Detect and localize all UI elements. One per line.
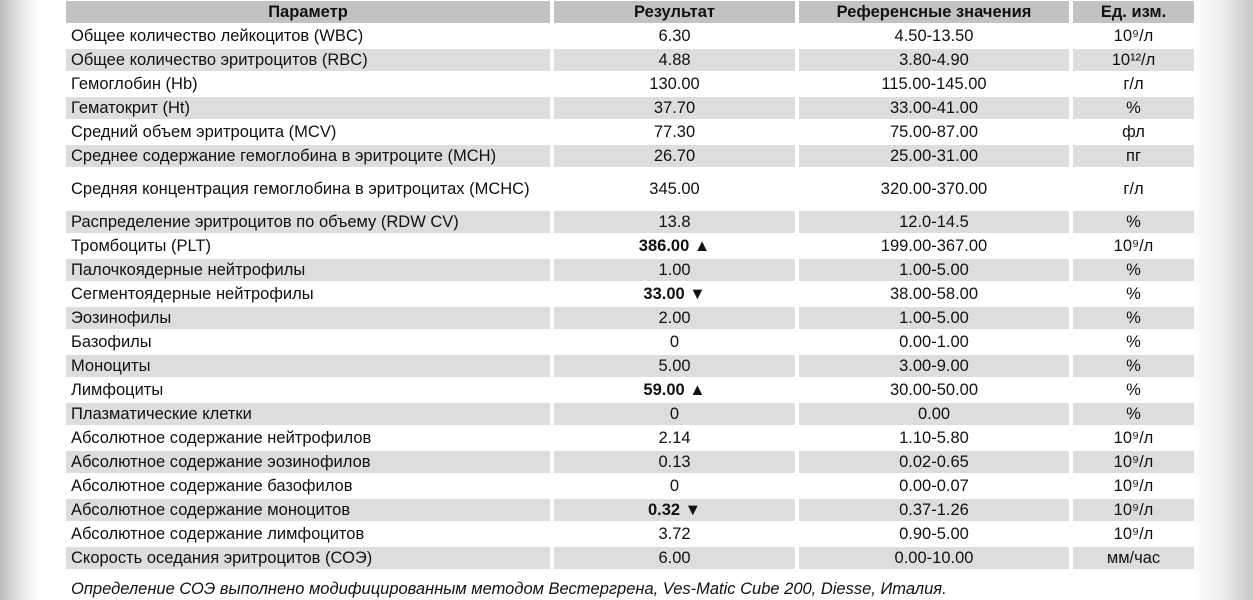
table-row: [66, 97, 1194, 119]
reference-range-cell: 0.90-5.00: [799, 523, 1073, 545]
reference-range-cell: 0.37-1.26: [799, 499, 1073, 521]
reference-range-cell: 320.00-370.00: [799, 169, 1073, 209]
unit-cell: мм/час: [1073, 547, 1194, 569]
reference-range-cell: 115.00-145.00: [799, 73, 1073, 95]
reference-range-cell: 0.00-0.07: [799, 475, 1073, 497]
parameter-name-cell: Среднее содержание гемоглобина в эритроците (MCH): [66, 145, 554, 167]
table-row: [66, 331, 1194, 353]
reference-range-cell: 0.00-1.00: [799, 331, 1073, 353]
result-cell: 6.00: [554, 547, 799, 569]
unit-cell: %: [1073, 259, 1194, 281]
unit-cell: %: [1073, 355, 1194, 377]
reference-range-cell: 4.50-13.50: [799, 25, 1073, 47]
table-row: [66, 235, 1194, 257]
unit-cell: пг: [1073, 145, 1194, 167]
column-header-result: Результат: [554, 1, 799, 23]
parameter-name-cell: Сегментоядерные нейтрофилы: [66, 283, 554, 305]
unit-cell: 10⁹/л: [1073, 427, 1194, 449]
parameter-name-cell: Палочкоядерные нейтрофилы: [66, 259, 554, 281]
unit-cell: г/л: [1073, 169, 1194, 209]
table-row: [66, 283, 1194, 305]
result-cell: 130.00: [554, 73, 799, 95]
page-edge-shadow-left: [0, 0, 38, 600]
result-cell: 33.00 ▼: [554, 283, 799, 305]
reference-range-cell: 12.0-14.5: [799, 211, 1073, 233]
reference-range-cell: 0.00: [799, 403, 1073, 425]
result-cell: 345.00: [554, 169, 799, 209]
reference-range-cell: 1.10-5.80: [799, 427, 1073, 449]
table-body: [66, 25, 1194, 569]
reference-range-cell: 199.00-367.00: [799, 235, 1073, 257]
reference-range-cell: 33.00-41.00: [799, 97, 1073, 119]
result-cell: 2.14: [554, 427, 799, 449]
parameter-name-cell: Абсолютное содержание моноцитов: [66, 499, 554, 521]
table-row: [66, 121, 1194, 143]
reference-range-cell: 0.02-0.65: [799, 451, 1073, 473]
table-row: [66, 499, 1194, 521]
result-cell: 0.13: [554, 451, 799, 473]
result-cell: 59.00 ▲: [554, 379, 799, 401]
parameter-name-cell: Базофилы: [66, 331, 554, 353]
result-cell: 2.00: [554, 307, 799, 329]
reference-range-cell: 3.00-9.00: [799, 355, 1073, 377]
parameter-name-cell: Лимфоциты: [66, 379, 554, 401]
result-cell: 13.8: [554, 211, 799, 233]
unit-cell: %: [1073, 331, 1194, 353]
table-row: [66, 169, 1194, 209]
unit-cell: %: [1073, 283, 1194, 305]
unit-cell: 10⁹/л: [1073, 25, 1194, 47]
unit-cell: %: [1073, 211, 1194, 233]
reference-range-cell: 30.00-50.00: [799, 379, 1073, 401]
table-row: [66, 475, 1194, 497]
table-row: [66, 451, 1194, 473]
reference-range-cell: 38.00-58.00: [799, 283, 1073, 305]
parameter-name-cell: Скорость оседания эритроцитов (СОЭ): [66, 547, 554, 569]
unit-cell: 10⁹/л: [1073, 235, 1194, 257]
table-row: [66, 211, 1194, 233]
parameter-name-cell: Абсолютное содержание нейтрофилов: [66, 427, 554, 449]
result-cell: 1.00: [554, 259, 799, 281]
parameter-name-cell: Общее количество эритроцитов (RBC): [66, 49, 554, 71]
reference-range-cell: 0.00-10.00: [799, 547, 1073, 569]
parameter-name-cell: Гематокрит (Ht): [66, 97, 554, 119]
reference-range-cell: 1.00-5.00: [799, 307, 1073, 329]
parameter-name-cell: Распределение эритроцитов по объему (RDW CV): [66, 211, 554, 233]
parameter-name-cell: Общее количество лейкоцитов (WBC): [66, 25, 554, 47]
parameter-name-cell: Средний объем эритроцита (MCV): [66, 121, 554, 143]
table-row: [66, 49, 1194, 71]
column-header-reference: Референсные значения: [799, 1, 1073, 23]
parameter-name-cell: Средняя концентрация гемоглобина в эритроцитах (MCHC): [66, 169, 554, 209]
reference-range-cell: 25.00-31.00: [799, 145, 1073, 167]
reference-range-cell: 75.00-87.00: [799, 121, 1073, 143]
table-row: [66, 145, 1194, 167]
table-row: [66, 547, 1194, 569]
unit-cell: фл: [1073, 121, 1194, 143]
table-row: [66, 307, 1194, 329]
unit-cell: 10⁹/л: [1073, 475, 1194, 497]
table-row: [66, 25, 1194, 47]
result-cell: 26.70: [554, 145, 799, 167]
parameter-name-cell: Эозинофилы: [66, 307, 554, 329]
parameter-name-cell: Плазматические клетки: [66, 403, 554, 425]
reference-range-cell: 3.80-4.90: [799, 49, 1073, 71]
table-row: [66, 259, 1194, 281]
unit-cell: %: [1073, 379, 1194, 401]
result-cell: 6.30: [554, 25, 799, 47]
table-row: [66, 355, 1194, 377]
parameter-name-cell: Абсолютное содержание лимфоцитов: [66, 523, 554, 545]
result-cell: 386.00 ▲: [554, 235, 799, 257]
table-row: [66, 427, 1194, 449]
column-header-unit: Ед. изм.: [1073, 1, 1194, 23]
result-cell: 0: [554, 403, 799, 425]
unit-cell: 10¹²/л: [1073, 49, 1194, 71]
table-row: [66, 403, 1194, 425]
unit-cell: %: [1073, 403, 1194, 425]
result-cell: 37.70: [554, 97, 799, 119]
table-header-row: [66, 1, 1194, 23]
lab-results-table: [66, 0, 1194, 571]
unit-cell: 10⁹/л: [1073, 499, 1194, 521]
parameter-name-cell: Абсолютное содержание эозинофилов: [66, 451, 554, 473]
result-cell: 0: [554, 475, 799, 497]
result-cell: 77.30: [554, 121, 799, 143]
table-row: [66, 73, 1194, 95]
parameter-name-cell: Абсолютное содержание базофилов: [66, 475, 554, 497]
result-cell: 3.72: [554, 523, 799, 545]
result-cell: 0.32 ▼: [554, 499, 799, 521]
reference-range-cell: 1.00-5.00: [799, 259, 1073, 281]
table-row: [66, 379, 1194, 401]
unit-cell: %: [1073, 97, 1194, 119]
unit-cell: 10⁹/л: [1073, 523, 1194, 545]
parameter-name-cell: Тромбоциты (PLT): [66, 235, 554, 257]
unit-cell: 10⁹/л: [1073, 451, 1194, 473]
result-cell: 4.88: [554, 49, 799, 71]
column-header-parameter: Параметр: [66, 1, 554, 23]
parameter-name-cell: Моноциты: [66, 355, 554, 377]
esr-method-footnote: Определение СОЭ выполнено модифицированным методом Вестергрена, Ves-Matic Cube 200, Diesse, Италия.: [71, 580, 947, 598]
page-edge-shadow-right: [1193, 0, 1253, 600]
unit-cell: %: [1073, 307, 1194, 329]
result-cell: 0: [554, 331, 799, 353]
parameter-name-cell: Гемоглобин (Hb): [66, 73, 554, 95]
result-cell: 5.00: [554, 355, 799, 377]
unit-cell: г/л: [1073, 73, 1194, 95]
table-row: [66, 523, 1194, 545]
